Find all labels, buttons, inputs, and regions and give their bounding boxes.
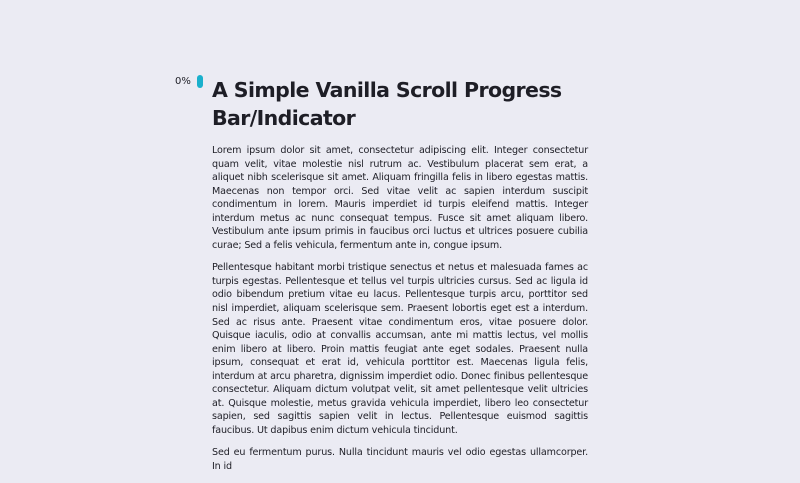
progress-bar xyxy=(197,75,203,88)
page-title: A Simple Vanilla Scroll Progress Bar/Indicator xyxy=(212,78,562,130)
article-paragraph: Pellentesque habitant morbi tristique senectus et netus et malesuada fames ac turpis egestas. Pellentesque et tellus vel turpis ultricies cursus. Sed ac ligula id odio bibendum pretium vitae eu lacus. Pellentesque turpis arcu, porttitor sed nisl imperdiet, aliquam scelerisque sem. Praesent lobortis eget est a interdum. Sed ac risus ante. Praesent vitae condimentum eros, vitae posuere dolor. Quisque iaculis, odio at convallis accumsan, ante mi mattis lectus, vel mollis enim libero at libero. Proin mattis feugiat ante eget sodales. Praesent nulla ipsum, consequat et erat id, vehicula porttitor est. Maecenas ligula felis, interdum at arcu pharetra, dignissim imperdiet odio. Donec finibus pellentesque consectetur. Aliquam dictum volutpat velit, sit amet pellentesque velit ultricies at. Quisque molestie, metus gravida vehicula imperdiet, libero leo consectetur sapien, sed sagittis sapien velit in lectus. Pellentesque euismod sagittis faucibus. Ut dapibus enim dictum vehicula tincidunt. xyxy=(212,262,588,436)
article-paragraph: Lorem ipsum dolor sit amet, consectetur adipiscing elit. Integer consectetur quam velit, vitae molestie nisl rutrum ac. Vestibulum placerat sem erat, a aliquet nibh scelerisque sit amet. Aliquam fringilla felis in libero egestas mattis. Maecenas non tempor orci. Sed vitae velit ac sapien interdum suscipit condimentum in lorem. Mauris imperdiet id turpis eleifend mattis. Integer interdum metus ac nunc consequat tempus. Fusce sit amet aliquam libero. Vestibulum ante ipsum primis in faucibus orci luctus et ultrices posuere cubilia curae; Sed a felis vehicula, fermentum ante in, congue ipsum. xyxy=(212,145,588,251)
progress-percent-label: 0% xyxy=(175,76,191,87)
scroll-progress-indicator xyxy=(175,75,203,88)
article-paragraph: Sed eu fermentum purus. Nulla tincidunt mauris vel odio egestas ullamcorper. In id xyxy=(212,447,588,473)
article xyxy=(212,76,588,483)
